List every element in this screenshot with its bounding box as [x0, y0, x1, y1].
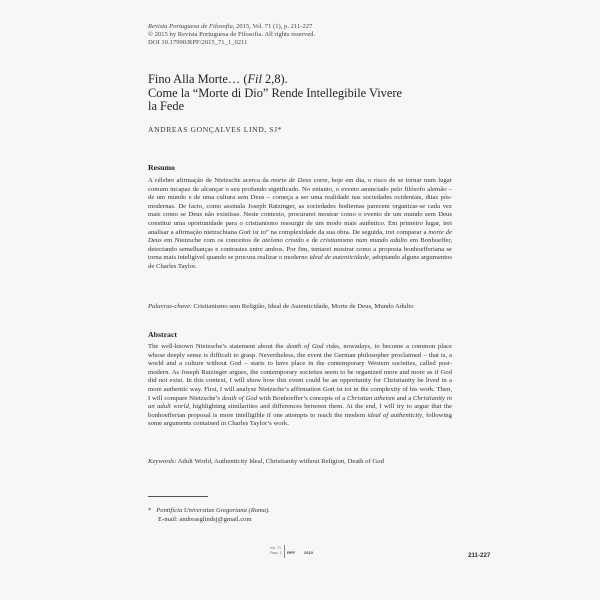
resumo-heading: Resumo [148, 163, 175, 172]
abstract-s1: The well-known Nietzsche’s statement about the [148, 343, 287, 350]
journal-footer-mark [270, 545, 332, 559]
abstract-s4: with Bonhoeffer’s concepts of a [257, 394, 347, 402]
title-line-1-suffix: 2,8). [261, 72, 288, 86]
footer-volume-block [270, 546, 282, 556]
footer-volume: Vol. 71 [270, 546, 281, 550]
resumo-s6: em Bonhoeffer, detectando semelhanças e contrastes entre ambos. Por fim, tentarei mostrar como a proposta bonhoefferiana se torna mais inteligível quando se procura realizar o moderno [148, 237, 453, 262]
resumo-s2: corre, hoje em dia, o risco de se tornar num lugar comum incapaz de alcançar o seu profundo significado. No entanto, o evento anunciado pelo filósofo alemão – de um mundo e de uma cultura sem Deus – começa a ser uma realidade nas sociedades ocidentais, ditas pós-modernas. De facto, como assinala Joseph Ratzinger, as sociedades hodiernas parecem organizar-se cada vez mais como se Deus não existisse. Neste contexto, procurarei mostrar como o evento de um mundo sem Deus constitui uma oportunidade para o cristianismo ressurgir de um modo mais autêntico. Em primeiro lugar, irei analisar a afirmação nietzschiana [148, 177, 452, 236]
footnote-marker: * [148, 507, 153, 514]
abstract-s5: and a [394, 394, 414, 402]
citation-line [148, 23, 315, 31]
journal-header [148, 23, 315, 47]
author-name: ANDREAS GONÇALVES LIND, SJ* [148, 125, 283, 134]
resumo-s4i: ateísmo cristão [262, 237, 304, 245]
article-title [148, 73, 448, 114]
resumo-s3: ” na complexidade da sua obra. De seguida, irei comparar a [265, 228, 429, 236]
footnote-affiliation-line [148, 507, 270, 516]
abstract-s6: , highlighting similarities and differences between them. At the end, I will try to argue that the bonhoefferian proposal is more intelligible if one attempts to reach the modern [148, 403, 452, 419]
resumo-s5: e de [303, 237, 321, 245]
footer-fascicle: Fasc. 1 [270, 551, 282, 555]
citation-text: , 2015, Vol. 71 (1), p. 211-227 [232, 23, 313, 30]
resumo-s3i: morte de Deus [148, 228, 452, 245]
footnote-email: E-mail: andreasglindsj@gmail.com [158, 515, 252, 523]
resumo-s5i: cristianismo num mundo adulto [320, 237, 408, 245]
title-line-3: la Fede [148, 99, 185, 113]
footnote-divider [148, 496, 208, 497]
footer-divider [284, 545, 285, 558]
abstract-s3i: death of God [221, 394, 258, 402]
resumo-s1i: morte de Deus [271, 177, 312, 184]
abstract-s6i: ideal of authenticity [367, 411, 423, 419]
palavras-chave [148, 303, 452, 312]
journal-name: Revista Portuguesa de Filosofia [148, 23, 233, 30]
abstract-heading: Abstract [148, 330, 178, 339]
abstract-s5i: Christianity in an adult world [148, 394, 453, 411]
footer-rpf-logo: RPF [287, 550, 295, 555]
resumo-s6i: ideal de autenticidade [309, 254, 369, 262]
keywords [148, 458, 452, 467]
resumo-s4: em Nietzsche com os conceitos de [161, 237, 263, 245]
page-range: 211-227 [468, 552, 491, 559]
abstract-s7: , following some arguments contained in Charles Taylor’s work. [148, 411, 452, 428]
title-line-1-prefix: Fino Alla Morte… ( [148, 72, 248, 86]
palavras-chave-text: : Cristianismo sem Religião, Ideal de Autenticidade, Morte de Deus, Mundo Adulto [189, 303, 414, 310]
keywords-label: Keywords [148, 458, 175, 465]
abstract-s1i: death of God [286, 343, 324, 350]
palavras-chave-label: Palavras-chave [148, 303, 190, 310]
abstract-s2i: Gott ist tot [322, 385, 352, 393]
title-line-2: Come la “Morte di Dio” Rende Intellegibile Vivere [148, 85, 402, 100]
doi-line: DOI 10.17990/RPF/2015_71_1_0211 [148, 39, 248, 46]
footer-year: 2015 [304, 550, 313, 555]
resumo-s1: A célebre afirmação de Nietzsche acerca da [148, 177, 271, 184]
footnote [148, 507, 270, 524]
keywords-text: : Adult World, Authenticity Ideal, Christianity without Religion, Death of God [174, 458, 384, 465]
resumo-s2i: Gott ist to [238, 228, 266, 236]
title-line-1-ref: Fil [247, 72, 262, 86]
resumo-s7: , adoptando alguns argumentos de Charles Taylor. [148, 254, 452, 270]
footnote-affiliation: Pontifícia Universitas Gregoriana (Roma). [156, 507, 270, 514]
abstract-s2: risks, nowadays, to become a common place whose deeply sense is difficult to grasp. Nevertheless, the event the German philosopher proclaimed – that is, a world and a culture without God – starts to have place in the contemporary Western societies, called post-modern. As Joseph Ratzinger argues, the contemporary societies seem to be organized more and more as if God did not exist. In this context, I will show how this event could be an opportunity for Christianity be lived in a more authentic way. First, I will analyse Nietzsche’s affirmation [148, 343, 453, 393]
resumo-text [148, 177, 452, 272]
copyright-line: © 2015 by Revista Portuguesa de Filosofia. All rights reserved. [148, 31, 316, 38]
abstract-s3: in the complexity of his work. Then, I will compare Nietzsche’s [148, 385, 452, 402]
abstract-s4i: Christian atheism [346, 394, 395, 402]
title-line-1 [148, 73, 448, 87]
abstract-text [148, 343, 452, 429]
